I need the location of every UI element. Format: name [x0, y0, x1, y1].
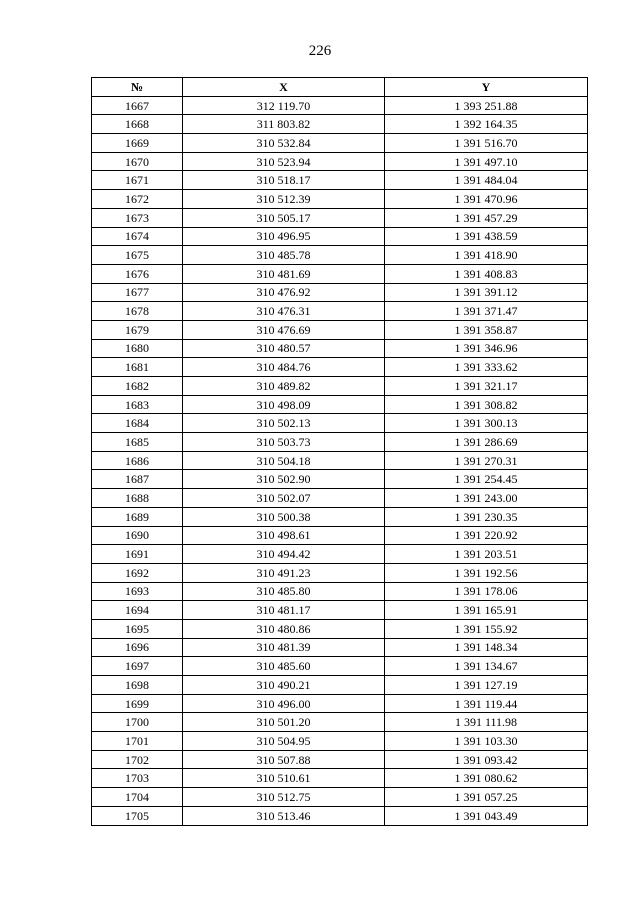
- x-coordinate-cell: 310 476.92: [183, 283, 385, 302]
- point-number-cell: 1683: [92, 395, 183, 414]
- table-header-row: [92, 78, 588, 97]
- point-number-cell: 1676: [92, 264, 183, 283]
- table-row: [92, 433, 588, 452]
- x-coordinate-cell: 310 523.94: [183, 152, 385, 171]
- y-coordinate-cell: 1 391 497.10: [385, 152, 588, 171]
- table-row: [92, 563, 588, 582]
- page-number: 226: [308, 43, 332, 59]
- table-row: [92, 302, 588, 321]
- point-number-cell: 1701: [92, 732, 183, 751]
- y-coordinate-cell: 1 391 119.44: [385, 694, 588, 713]
- y-coordinate-cell: 1 391 178.06: [385, 582, 588, 601]
- y-coordinate-cell: 1 391 230.35: [385, 507, 588, 526]
- point-number-cell: 1689: [92, 507, 183, 526]
- point-number-cell: 1700: [92, 713, 183, 732]
- y-coordinate-cell: 1 391 148.34: [385, 638, 588, 657]
- y-coordinate-cell: 1 391 203.51: [385, 545, 588, 564]
- x-coordinate-cell: 310 484.76: [183, 358, 385, 377]
- x-coordinate-cell: 310 480.57: [183, 339, 385, 358]
- table-row: [92, 339, 588, 358]
- point-number-cell: 1690: [92, 526, 183, 545]
- point-number-cell: 1678: [92, 302, 183, 321]
- table-row: [92, 320, 588, 339]
- table-row: [92, 582, 588, 601]
- x-coordinate-cell: 310 498.09: [183, 395, 385, 414]
- point-number-cell: 1697: [92, 657, 183, 676]
- x-coordinate-cell: 310 503.73: [183, 433, 385, 452]
- y-coordinate-cell: 1 391 516.70: [385, 134, 588, 153]
- point-number-cell: 1699: [92, 694, 183, 713]
- x-coordinate-cell: 310 518.17: [183, 171, 385, 190]
- point-number-cell: 1670: [92, 152, 183, 171]
- point-number-cell: 1702: [92, 750, 183, 769]
- x-coordinate-cell: 310 481.69: [183, 264, 385, 283]
- coordinates-table: [91, 77, 588, 826]
- x-coordinate-cell: 310 496.00: [183, 694, 385, 713]
- table-row: [92, 732, 588, 751]
- point-number-cell: 1682: [92, 377, 183, 396]
- point-number-cell: 1680: [92, 339, 183, 358]
- point-number-cell: 1671: [92, 171, 183, 190]
- table-row: [92, 713, 588, 732]
- point-number-cell: 1705: [92, 806, 183, 825]
- y-coordinate-cell: 1 391 418.90: [385, 246, 588, 265]
- y-coordinate-cell: 1 391 333.62: [385, 358, 588, 377]
- y-coordinate-cell: 1 391 103.30: [385, 732, 588, 751]
- y-coordinate-cell: 1 391 192.56: [385, 563, 588, 582]
- table-row: [92, 769, 588, 788]
- table-row: [92, 283, 588, 302]
- x-coordinate-cell: 310 485.60: [183, 657, 385, 676]
- point-number-cell: 1693: [92, 582, 183, 601]
- y-coordinate-cell: 1 391 043.49: [385, 806, 588, 825]
- point-number-cell: 1703: [92, 769, 183, 788]
- y-coordinate-cell: 1 391 408.83: [385, 264, 588, 283]
- table-row: [92, 246, 588, 265]
- y-coordinate-cell: 1 393 251.88: [385, 96, 588, 115]
- table-row: [92, 134, 588, 153]
- y-coordinate-cell: 1 391 080.62: [385, 769, 588, 788]
- table-row: [92, 358, 588, 377]
- y-coordinate-cell: 1 391 165.91: [385, 601, 588, 620]
- table-row: [92, 489, 588, 508]
- table-row: [92, 377, 588, 396]
- x-coordinate-cell: 310 502.07: [183, 489, 385, 508]
- x-coordinate-cell: 310 490.21: [183, 676, 385, 695]
- point-number-cell: 1681: [92, 358, 183, 377]
- table-row: [92, 264, 588, 283]
- y-coordinate-cell: 1 391 243.00: [385, 489, 588, 508]
- x-coordinate-cell: 310 512.75: [183, 788, 385, 807]
- x-coordinate-cell: 310 481.39: [183, 638, 385, 657]
- y-coordinate-cell: 1 391 391.12: [385, 283, 588, 302]
- x-coordinate-cell: 310 502.13: [183, 414, 385, 433]
- point-number-cell: 1688: [92, 489, 183, 508]
- point-number-cell: 1704: [92, 788, 183, 807]
- point-number-cell: 1691: [92, 545, 183, 564]
- y-coordinate-cell: 1 391 057.25: [385, 788, 588, 807]
- point-number-cell: 1685: [92, 433, 183, 452]
- x-coordinate-cell: 310 504.18: [183, 451, 385, 470]
- x-coordinate-cell: 310 476.31: [183, 302, 385, 321]
- table-row: [92, 657, 588, 676]
- x-coordinate-cell: 311 803.82: [183, 115, 385, 134]
- y-coordinate-cell: 1 391 127.19: [385, 676, 588, 695]
- table-row: [92, 507, 588, 526]
- x-coordinate-cell: 310 476.69: [183, 320, 385, 339]
- header-y: Y: [385, 78, 588, 97]
- point-number-cell: 1687: [92, 470, 183, 489]
- x-coordinate-cell: 310 510.61: [183, 769, 385, 788]
- x-coordinate-cell: 310 505.17: [183, 208, 385, 227]
- y-coordinate-cell: 1 391 093.42: [385, 750, 588, 769]
- point-number-cell: 1684: [92, 414, 183, 433]
- x-coordinate-cell: 310 485.78: [183, 246, 385, 265]
- table-row: [92, 115, 588, 134]
- point-number-cell: 1686: [92, 451, 183, 470]
- point-number-cell: 1667: [92, 96, 183, 115]
- table-row: [92, 395, 588, 414]
- table-row: [92, 545, 588, 564]
- x-coordinate-cell: 310 512.39: [183, 190, 385, 209]
- x-coordinate-cell: 310 500.38: [183, 507, 385, 526]
- y-coordinate-cell: 1 391 254.45: [385, 470, 588, 489]
- y-coordinate-cell: 1 392 164.35: [385, 115, 588, 134]
- header-x: X: [183, 78, 385, 97]
- y-coordinate-cell: 1 391 155.92: [385, 619, 588, 638]
- x-coordinate-cell: 310 496.95: [183, 227, 385, 246]
- table-row: [92, 152, 588, 171]
- table-row: [92, 619, 588, 638]
- point-number-cell: 1679: [92, 320, 183, 339]
- table-row: [92, 470, 588, 489]
- table-row: [92, 788, 588, 807]
- point-number-cell: 1677: [92, 283, 183, 302]
- point-number-cell: 1673: [92, 208, 183, 227]
- point-number-cell: 1698: [92, 676, 183, 695]
- point-number-cell: 1675: [92, 246, 183, 265]
- y-coordinate-cell: 1 391 438.59: [385, 227, 588, 246]
- y-coordinate-cell: 1 391 358.87: [385, 320, 588, 339]
- table-row: [92, 676, 588, 695]
- point-number-cell: 1692: [92, 563, 183, 582]
- x-coordinate-cell: 312 119.70: [183, 96, 385, 115]
- table-row: [92, 750, 588, 769]
- y-coordinate-cell: 1 391 286.69: [385, 433, 588, 452]
- point-number-cell: 1694: [92, 601, 183, 620]
- table-row: [92, 694, 588, 713]
- point-number-cell: 1672: [92, 190, 183, 209]
- point-number-cell: 1695: [92, 619, 183, 638]
- y-coordinate-cell: 1 391 300.13: [385, 414, 588, 433]
- y-coordinate-cell: 1 391 470.96: [385, 190, 588, 209]
- x-coordinate-cell: 310 480.86: [183, 619, 385, 638]
- x-coordinate-cell: 310 507.88: [183, 750, 385, 769]
- table-row: [92, 208, 588, 227]
- header-number: №: [92, 78, 183, 97]
- y-coordinate-cell: 1 391 457.29: [385, 208, 588, 227]
- table-row: [92, 96, 588, 115]
- point-number-cell: 1668: [92, 115, 183, 134]
- x-coordinate-cell: 310 481.17: [183, 601, 385, 620]
- point-number-cell: 1696: [92, 638, 183, 657]
- table-row: [92, 190, 588, 209]
- point-number-cell: 1669: [92, 134, 183, 153]
- y-coordinate-cell: 1 391 270.31: [385, 451, 588, 470]
- y-coordinate-cell: 1 391 308.82: [385, 395, 588, 414]
- y-coordinate-cell: 1 391 346.96: [385, 339, 588, 358]
- table-row: [92, 227, 588, 246]
- table-row: [92, 601, 588, 620]
- table-row: [92, 638, 588, 657]
- y-coordinate-cell: 1 391 371.47: [385, 302, 588, 321]
- x-coordinate-cell: 310 494.42: [183, 545, 385, 564]
- x-coordinate-cell: 310 532.84: [183, 134, 385, 153]
- x-coordinate-cell: 310 491.23: [183, 563, 385, 582]
- y-coordinate-cell: 1 391 321.17: [385, 377, 588, 396]
- point-number-cell: 1674: [92, 227, 183, 246]
- x-coordinate-cell: 310 489.82: [183, 377, 385, 396]
- x-coordinate-cell: 310 502.90: [183, 470, 385, 489]
- table-row: [92, 806, 588, 825]
- x-coordinate-cell: 310 504.95: [183, 732, 385, 751]
- y-coordinate-cell: 1 391 220.92: [385, 526, 588, 545]
- table-row: [92, 526, 588, 545]
- table-row: [92, 451, 588, 470]
- x-coordinate-cell: 310 485.80: [183, 582, 385, 601]
- y-coordinate-cell: 1 391 111.98: [385, 713, 588, 732]
- y-coordinate-cell: 1 391 134.67: [385, 657, 588, 676]
- y-coordinate-cell: 1 391 484.04: [385, 171, 588, 190]
- x-coordinate-cell: 310 498.61: [183, 526, 385, 545]
- table-row: [92, 414, 588, 433]
- table-row: [92, 171, 588, 190]
- x-coordinate-cell: 310 513.46: [183, 806, 385, 825]
- table-body: [92, 96, 588, 825]
- x-coordinate-cell: 310 501.20: [183, 713, 385, 732]
